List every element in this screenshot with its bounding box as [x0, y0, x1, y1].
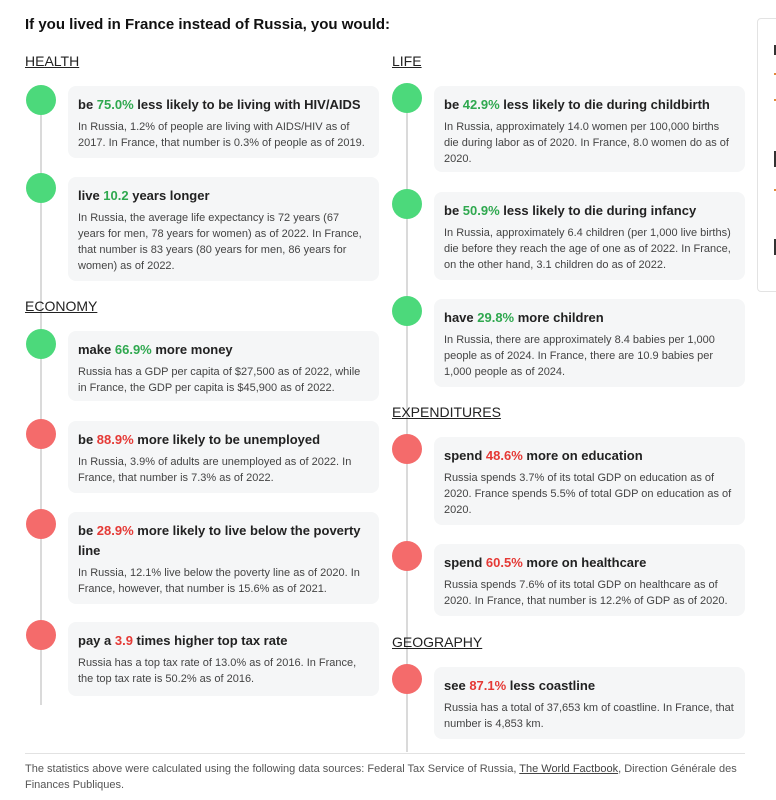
world-factbook-link[interactable]: The World Factbook [519, 763, 619, 775]
stat-headline: be 75.0% less likely to be living with HIV/AIDS [78, 97, 361, 112]
stat-card-healthcare [434, 544, 745, 616]
sources-footer: The statistics above were calculated using the following data sources: Federal Tax Service of Russia, The World Factbook, Direction Générale des Finances Publiques. [25, 763, 737, 791]
stat-detail: Russia has a top tax rate of 13.0% as of 2016. In France, the top tax rate is 50.2% as of 2016. [78, 657, 357, 685]
status-dot [26, 329, 56, 359]
stat-value: 3.9 [114, 633, 133, 648]
stat-detail: In Russia, the average life expectancy is 72 years (67 years for men, 78 years for women) as of 2022. In France, that number is 83 years (80 years for men, 86 years for women) as of 2022. [78, 212, 362, 272]
stat-card-coastline [434, 667, 745, 739]
stat-detail: In Russia, approximately 6.4 children (per 1,000 live births) die before they reach the age of one as of 2022. In France, on the other hand, 3.1 children do as of 2022. [444, 227, 731, 271]
section-heading-geography: GEOGRAPHY [392, 634, 483, 650]
section-heading-economy: ECONOMY [25, 298, 98, 314]
stat-card-childbirth [434, 86, 745, 172]
stat-detail: In Russia, approximately 14.0 women per 100,000 births die during labor as of 2020. In France, 8.0 women do as of 2020. [444, 121, 729, 165]
stat-card-life-expectancy [68, 177, 379, 281]
stat-headline: live 10.2 years longer [78, 188, 210, 203]
stat-card-unemployment [68, 421, 379, 493]
status-dot [392, 664, 422, 694]
section-heading-health: HEALTH [25, 53, 80, 69]
status-dot [392, 83, 422, 113]
status-dot [26, 509, 56, 539]
stat-value: 60.5% [485, 555, 523, 570]
stat-headline: pay a 3.9 times higher top tax rate [78, 633, 288, 648]
section-heading-expenditures: EXPENDITURES [392, 404, 501, 420]
stat-value: 50.9% [462, 203, 500, 218]
stat-headline: spend 60.5% more on healthcare [444, 555, 647, 570]
stat-value: 42.9% [462, 97, 500, 112]
stat-headline: have 29.8% more children [444, 310, 604, 325]
stat-detail: In Russia, 12.1% live below the poverty line as of 2020. In France, however, that number is 15.6% as of 2021. [78, 567, 360, 595]
stat-headline: make 66.9% more money [78, 342, 233, 357]
status-dot [392, 296, 422, 326]
status-dot [26, 173, 56, 203]
stat-detail: Russia spends 3.7% of its total GDP on education as of 2020. France spends 5.5% of total GDP on education as of 2020. [444, 472, 732, 516]
sidebar-panel-fragment [757, 18, 776, 292]
stat-value: 87.1% [469, 678, 507, 693]
stat-value: 66.9% [114, 342, 152, 357]
stat-headline: spend 48.6% more on education [444, 448, 643, 463]
stat-card-education [434, 437, 745, 525]
status-dot [26, 85, 56, 115]
stat-value: 10.2 [103, 188, 129, 203]
status-dot [392, 434, 422, 464]
stat-headline: be 88.9% more likely to be unemployed [78, 432, 321, 447]
stat-detail: Russia has a GDP per capita of $27,500 as of 2022, while in France, the GDP per capita is $45,900 as of 2022. [78, 366, 361, 394]
stat-card-hiv [68, 86, 379, 158]
page-title: If you lived in France instead of Russia, you would: [25, 16, 391, 33]
stat-detail: In Russia, 1.2% of people are living with AIDS/HIV as of 2017. In France, that number is 0.3% of people as of 2019. [78, 121, 365, 149]
stat-value: 88.9% [96, 432, 134, 447]
stat-card-children [434, 299, 745, 387]
stat-headline: be 50.9% less likely to die during infancy [444, 203, 697, 218]
status-dot [26, 620, 56, 650]
stat-detail: Russia has a total of 37,653 km of coastline. In France, that number is 4,853 km. [444, 702, 734, 730]
stat-card-poverty [68, 512, 379, 604]
stat-value: 75.0% [96, 97, 134, 112]
stat-detail: Russia spends 7.6% of its total GDP on healthcare as of 2020. In France, that number is 12.2% of GDP as of 2020. [444, 579, 728, 607]
stat-value: 48.6% [485, 448, 523, 463]
stat-headline: be 42.9% less likely to die during childbirth [444, 97, 710, 112]
section-heading-life: LIFE [392, 53, 422, 69]
status-dot [392, 189, 422, 219]
stat-value: 28.9% [96, 523, 134, 538]
status-dot [392, 541, 422, 571]
stat-headline: be 28.9% more likely to live below the poverty line [78, 523, 361, 558]
status-dot [26, 419, 56, 449]
stat-detail: In Russia, there are approximately 8.4 babies per 1,000 people as of 2024. In France, there are 10.9 babies per 1,000 people as of 2024. [444, 334, 715, 378]
stat-detail: In Russia, 3.9% of adults are unemployed as of 2022. In France, that number is 7.3% as of 2022. [78, 456, 352, 484]
stat-card-income [68, 331, 379, 401]
stat-card-tax-rate [68, 622, 379, 696]
footer-divider [25, 753, 745, 754]
stat-value: 29.8% [477, 310, 515, 325]
stat-card-infancy [434, 192, 745, 280]
stat-headline: see 87.1% less coastline [444, 678, 596, 693]
